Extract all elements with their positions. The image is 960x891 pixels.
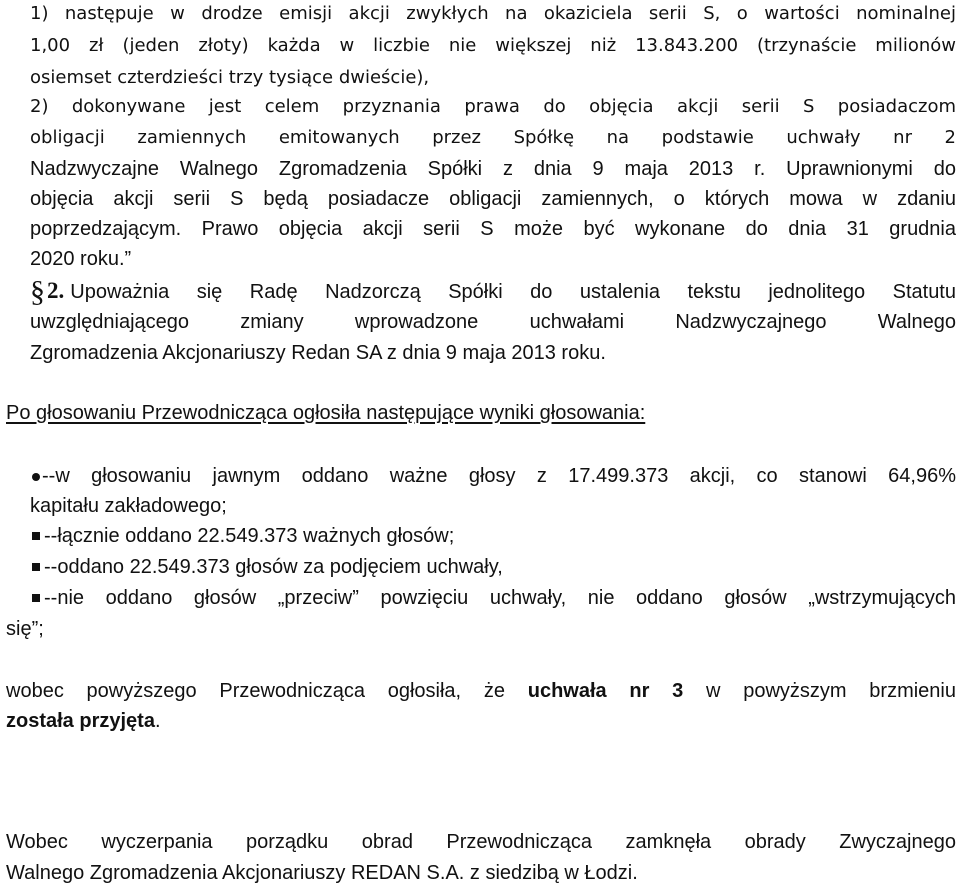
conclusion-text: wobec powyższego Przewodnicząca ogłosiła, że (6, 680, 505, 702)
section-number: 2. (47, 278, 65, 303)
bullet-icon (32, 473, 40, 481)
adopted-label: została przyjęta (6, 710, 155, 732)
bullet-icon (32, 532, 40, 540)
text-line: Nadzwyczajne Walnego Zgromadzenia Spółki z dnia 9 maja 2013 r. Uprawnionymi do (30, 158, 956, 180)
list-item: --nie oddano głosów „przeciw” powzięciu uchwały, nie oddano głosów „wstrzymujących (44, 587, 956, 609)
bullet-icon (32, 563, 40, 571)
text-line: uwzględniającego zmiany wprowadzone uchwałami Nadzwyczajnego Walnego (30, 311, 956, 333)
closing-line: Wobec wyczerpania porządku obrad Przewodnicząca zamknęła obrady Zwyczajnego (6, 831, 956, 853)
section-sign: § (30, 275, 45, 308)
period: . (154, 710, 161, 732)
conclusion-text: w powyższym brzmieniu (706, 680, 956, 702)
closing-line: Walnego Zgromadzenia Akcjonariuszy REDAN S.A. z siedzibą w Łodzi. (6, 862, 638, 884)
results-heading: Po głosowaniu Przewodnicząca ogłosiła następujące wyniki głosowania: (6, 402, 646, 424)
text-line: Zgromadzenia Akcjonariuszy Redan SA z dnia 9 maja 2013 roku. (30, 342, 606, 364)
list-item: --oddano 22.549.373 głosów za podjęciem uchwały, (44, 556, 503, 578)
list-item-continuation: się”; (6, 618, 44, 640)
text-line: 2) dokonywane jest celem przyznania prawa do objęcia akcji serii S posiadaczom (30, 96, 956, 117)
resolution-number: uchwała nr 3 (527, 680, 684, 702)
list-item: --w głosowaniu jawnym oddano ważne głosy z 17.499.373 akcji, co stanowi 64,96% (42, 465, 956, 487)
text-line: objęcia akcji serii S będą posiadacze obligacji zamiennych, o których mowa w zdaniu (30, 188, 956, 210)
bullet-icon (32, 594, 40, 602)
text-line: poprzedzającym. Prawo objęcia akcji serii S może być wykonane do dnia 31 grudnia (30, 218, 956, 240)
conclusion-line (6, 679, 956, 703)
conclusion-line (6, 709, 161, 733)
section-text: Upoważnia się Radę Nadzorczą Spółki do ustalenia tekstu jednolitego Statutu (70, 281, 956, 303)
list-item-continuation: kapitału zakładowego; (30, 495, 227, 517)
text-line: 1) następuje w drodze emisji akcji zwykłych na okaziciela serii S, o wartości nominalnej (30, 3, 956, 24)
text-line: obligacji zamiennych emitowanych przez Spółkę na podstawie uchwały nr 2 (30, 127, 956, 148)
section-2-line (30, 275, 956, 308)
text-line: 2020 roku.” (30, 248, 132, 270)
text-line: 1,00 zł (jeden złoty) każda w liczbie nie większej niż 13.843.200 (trzynaście milionów (30, 35, 956, 56)
list-item: --łącznie oddano 22.549.373 ważnych głosów; (44, 525, 455, 547)
text-line: osiemset czterdzieści trzy tysiące dwieście), (30, 67, 430, 88)
